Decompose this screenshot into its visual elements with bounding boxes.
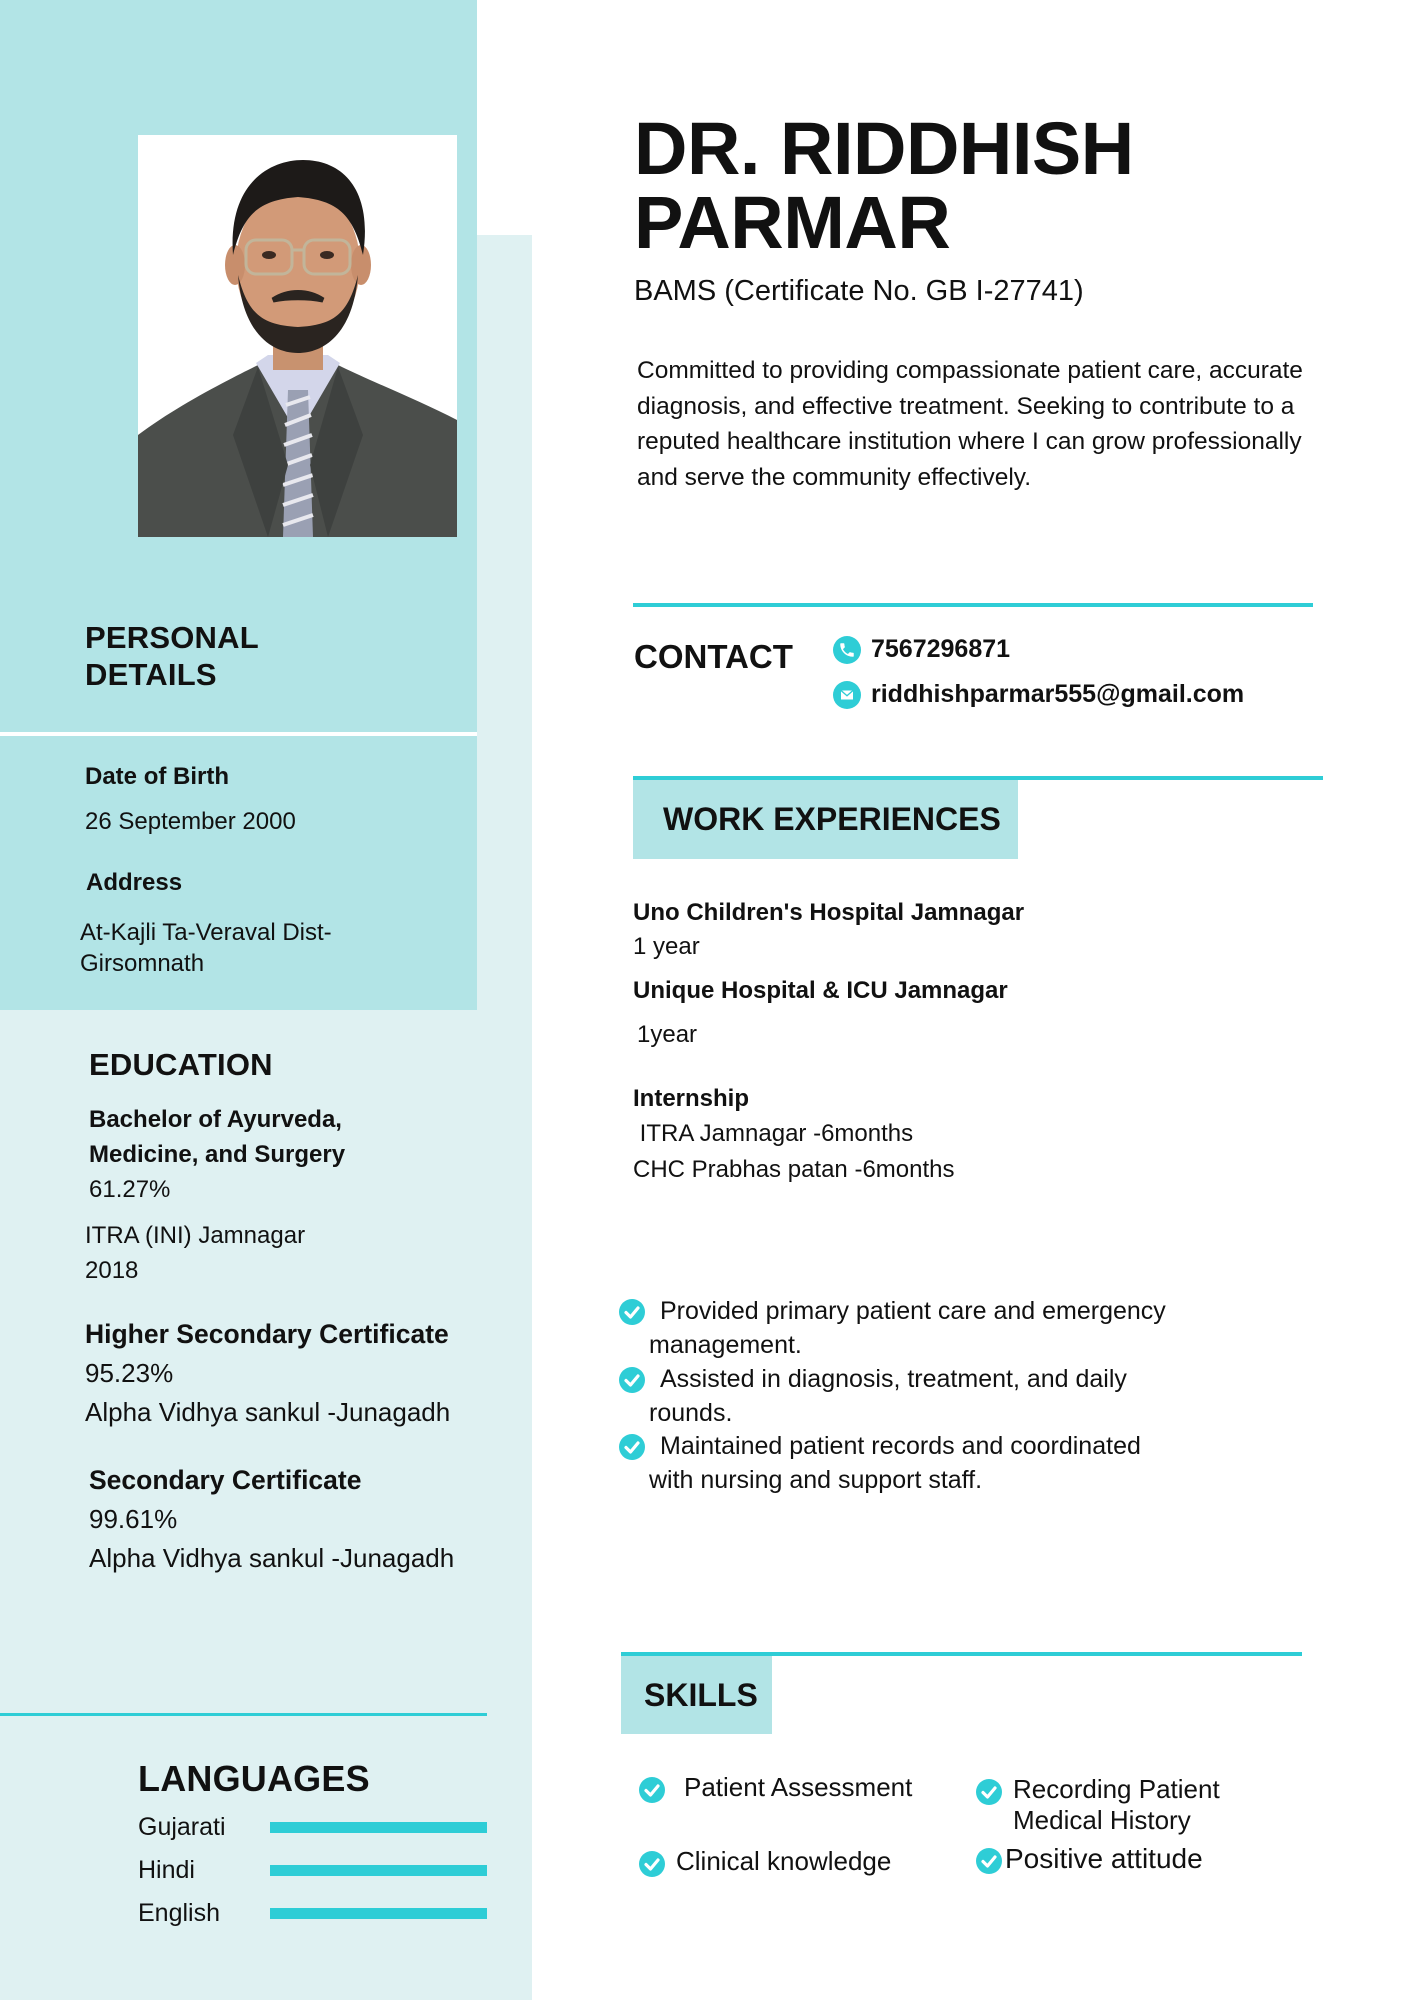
responsibility-text bbox=[649, 1362, 1127, 1430]
responsibility-line2: rounds. bbox=[649, 1399, 733, 1427]
check-circle-icon bbox=[618, 1433, 646, 1461]
responsibility-text bbox=[649, 1294, 1166, 1362]
job-place: Uno Children's Hospital Jamnagar bbox=[633, 899, 1025, 926]
languages-divider bbox=[0, 1713, 487, 1716]
work-heading-box bbox=[633, 780, 1018, 859]
language-level-bar bbox=[270, 1908, 487, 1919]
languages-heading: LANGUAGES bbox=[138, 1758, 370, 1799]
degree-institute: Alpha Vidhya sankul -Junagadh bbox=[89, 1543, 455, 1573]
skills-heading-box bbox=[621, 1656, 772, 1734]
responsibility-line2: management. bbox=[649, 1331, 802, 1359]
check-circle-icon bbox=[638, 1776, 666, 1804]
responsibility-line2: with nursing and support staff. bbox=[649, 1466, 983, 1494]
degree-institute: Alpha Vidhya sankul -Junagadh bbox=[85, 1397, 451, 1427]
skill-item bbox=[638, 1772, 912, 1804]
degree-name-line2: Medicine, and Surgery bbox=[89, 1141, 346, 1168]
responsibility-item bbox=[618, 1362, 1258, 1430]
language-item bbox=[138, 1856, 488, 1885]
profile-photo bbox=[138, 135, 457, 537]
degree-name-line1: Bachelor of Ayurveda, bbox=[89, 1106, 342, 1133]
contact-email[interactable] bbox=[833, 680, 1244, 709]
skill-label: Clinical knowledge bbox=[676, 1846, 892, 1876]
candidate-name bbox=[634, 107, 1134, 264]
skill-item bbox=[638, 1846, 891, 1878]
language-level-fill bbox=[270, 1865, 487, 1876]
language-item bbox=[138, 1899, 488, 1928]
address-value bbox=[80, 917, 332, 979]
education-item bbox=[89, 1102, 489, 1208]
check-circle-icon bbox=[975, 1847, 1003, 1875]
job-duration: 1 year bbox=[633, 933, 700, 960]
language-level-fill bbox=[270, 1908, 487, 1919]
contact-heading: CONTACT bbox=[634, 638, 793, 675]
degree-name bbox=[89, 1102, 489, 1172]
responsibility-line1: Assisted in diagnosis, treatment, and daily bbox=[660, 1365, 1127, 1393]
name-line2: PARMAR bbox=[634, 181, 951, 264]
language-name: English bbox=[138, 1899, 220, 1927]
personal-details-title-line1: PERSONAL bbox=[85, 620, 259, 655]
language-level-bar bbox=[270, 1865, 487, 1876]
phone-icon bbox=[833, 636, 861, 664]
skill-label: Positive attitude bbox=[1005, 1843, 1203, 1874]
personal-details-title-line2: DETAILS bbox=[85, 657, 217, 693]
degree-year: 2018 bbox=[85, 1257, 139, 1284]
contact-phone[interactable] bbox=[833, 635, 1010, 664]
degree-score: 95.23% bbox=[85, 1358, 174, 1388]
skill-item bbox=[975, 1774, 1220, 1836]
check-circle-icon bbox=[618, 1298, 646, 1326]
degree-name: Higher Secondary Certificate bbox=[85, 1319, 449, 1349]
address-line2: Girsomnath bbox=[80, 950, 205, 977]
mail-icon bbox=[833, 681, 861, 709]
dob-value: 26 September 2000 bbox=[85, 808, 296, 835]
responsibility-item bbox=[618, 1294, 1258, 1362]
language-level-bar bbox=[270, 1822, 487, 1833]
education-item bbox=[85, 1315, 525, 1431]
responsibility-item bbox=[618, 1429, 1258, 1497]
education-item bbox=[89, 1461, 529, 1577]
skill-item bbox=[975, 1843, 1203, 1875]
skill-label: Patient Assessment bbox=[684, 1772, 913, 1802]
language-item bbox=[138, 1813, 488, 1842]
education-heading: EDUCATION bbox=[89, 1047, 273, 1082]
degree-institute: ITRA (INI) Jamnagar bbox=[85, 1222, 306, 1249]
certification: BAMS (Certificate No. GB I-27741) bbox=[634, 275, 1084, 307]
contact-divider bbox=[633, 603, 1313, 607]
skill-label-line1: Recording Patient bbox=[1013, 1774, 1220, 1804]
language-level-fill bbox=[270, 1822, 487, 1833]
job-duration: 1year bbox=[637, 1021, 698, 1048]
skill-label bbox=[1013, 1774, 1220, 1836]
responsibility-text bbox=[649, 1429, 1141, 1497]
degree-name: Secondary Certificate bbox=[89, 1465, 362, 1495]
address-label: Address bbox=[86, 869, 183, 896]
name-line1: DR. RIDDHISH bbox=[634, 107, 1134, 190]
phone-number[interactable]: 7567296871 bbox=[871, 635, 1011, 663]
internship-item: CHC Prabhas patan -6months bbox=[633, 1156, 955, 1183]
skills-heading: SKILLS bbox=[644, 1676, 758, 1713]
personal-details-divider bbox=[0, 732, 477, 736]
email-address[interactable]: riddhishparmar555@gmail.com bbox=[871, 680, 1245, 708]
responsibility-line1: Maintained patient records and coordinated bbox=[660, 1432, 1141, 1460]
check-circle-icon bbox=[618, 1366, 646, 1394]
dob-label: Date of Birth bbox=[85, 763, 229, 790]
internship-label: Internship bbox=[633, 1085, 750, 1112]
address-line1: At-Kajli Ta-Veraval Dist- bbox=[80, 919, 332, 946]
check-circle-icon bbox=[975, 1778, 1003, 1806]
responsibility-line1: Provided primary patient care and emergency bbox=[660, 1297, 1166, 1325]
degree-score: 61.27% bbox=[89, 1176, 171, 1203]
degree-institute-block bbox=[85, 1218, 305, 1288]
work-heading: WORK EXPERIENCES bbox=[663, 801, 1001, 837]
skill-label-line2: Medical History bbox=[1013, 1805, 1191, 1835]
check-circle-icon bbox=[638, 1850, 666, 1878]
internship-item: ITRA Jamnagar -6months bbox=[633, 1120, 914, 1147]
job-place: Unique Hospital & ICU Jamnagar bbox=[633, 977, 1008, 1004]
language-name: Gujarati bbox=[138, 1813, 226, 1841]
personal-details-heading bbox=[85, 619, 259, 693]
portrait-icon bbox=[138, 135, 457, 537]
language-name: Hindi bbox=[138, 1856, 195, 1884]
professional-summary: Committed to providing compassionate patient care, accurate diagnosis, and effective treatment. Seeking to contribute to a reputed healthcare institution where I can grow professionally and serve the community effectively. bbox=[637, 357, 1303, 491]
degree-score: 99.61% bbox=[89, 1504, 178, 1534]
